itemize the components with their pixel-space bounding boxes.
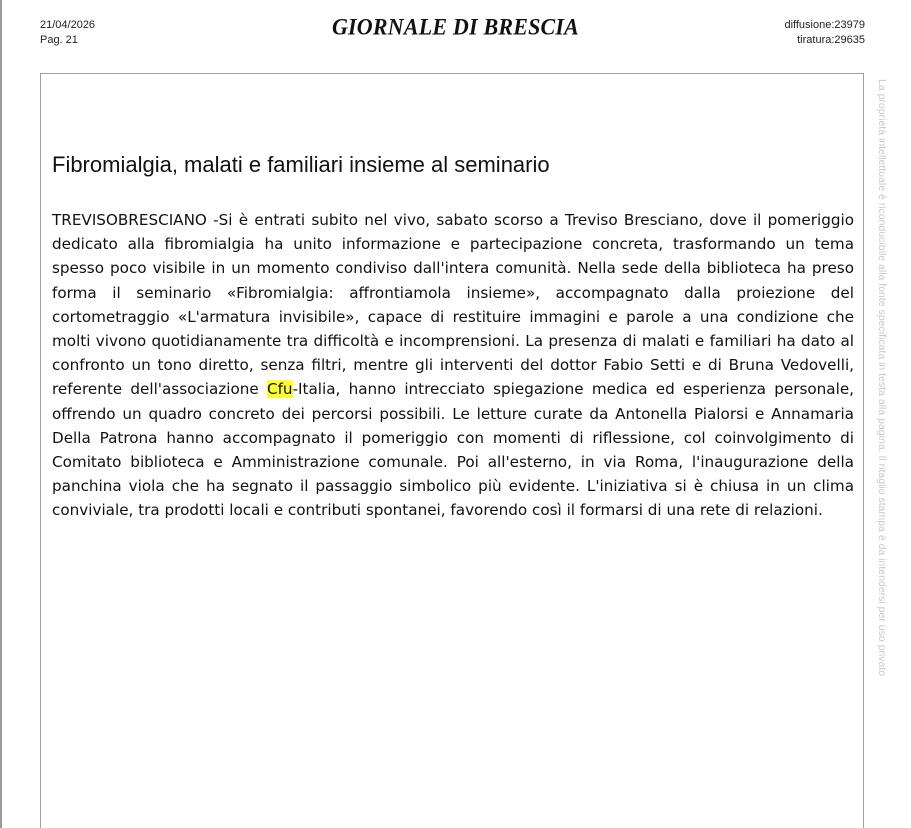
article-body-part-2: -Italia, hanno intrecciato spiegazione medica ed esperienza personale, offrendo un quadro concreto dei percorsi possibili. Le letture curate da Antonella Pialorsi e Annamaria Della Patrona hanno accompagnato il pomeriggio con momenti di riflessione, col coinvolgimento di Comitato biblioteca e Amministrazione comunale. Poi all'esterno, in via Roma, l'inaugurazione della panchina viola che ha segnato il passaggio simbolico più evidente. L'iniziativa si è chiusa in un clima conviviale, tra prodotti locali e contributi spontanei, favorendo così il formarsi di una rete di relazioni. [52, 380, 854, 520]
copyright-side-note: La proprietà intellettuale è riconducibile alla fonte specificata in testa alla pagina. Il ritaglio stampa è da intendersi per uso privato [876, 79, 888, 677]
newspaper-masthead: GIORNALE DI BRESCIA [331, 13, 580, 40]
page-number: Pag. 21 [40, 34, 78, 46]
print-run-count: tiratura:29635 [797, 34, 865, 46]
article-body [52, 208, 854, 523]
page-left-edge [0, 0, 2, 828]
header-right [784, 18, 865, 48]
diffusion-count: diffusione:23979 [784, 19, 865, 31]
issue-date: 21/04/2026 [40, 19, 96, 31]
highlighted-term: Cfu [266, 380, 293, 399]
article-body-part-1: TREVISOBRESCIANO -Si è entrati subito nel vivo, sabato scorso a Treviso Bresciano, dove il pomeriggio dedicato alla fibromialgia ha unito informazione e partecipazione concreta, trasformando un tema spesso poco visibile in un momento condiviso dall'intera comunità. Nella sede della biblioteca ha preso forma il seminario «Fibromialgia: affrontiamola insieme», accompagnato dalla proiezione del cortometraggio «L'armatura invisibile», capace di restituire immagini e parole a una condizione che molti vivono quotidianamente tra difficoltà e incomprensioni. La presenza di malati e familiari ha dato al confronto un tono diretto, senza filtri, mentre gli interventi del dottor Fabio Setti e di Bruna Vedovelli, referente dell'associazione [52, 211, 854, 399]
article-title: Fibromialgia, malati e familiari insieme al seminario [52, 152, 550, 177]
